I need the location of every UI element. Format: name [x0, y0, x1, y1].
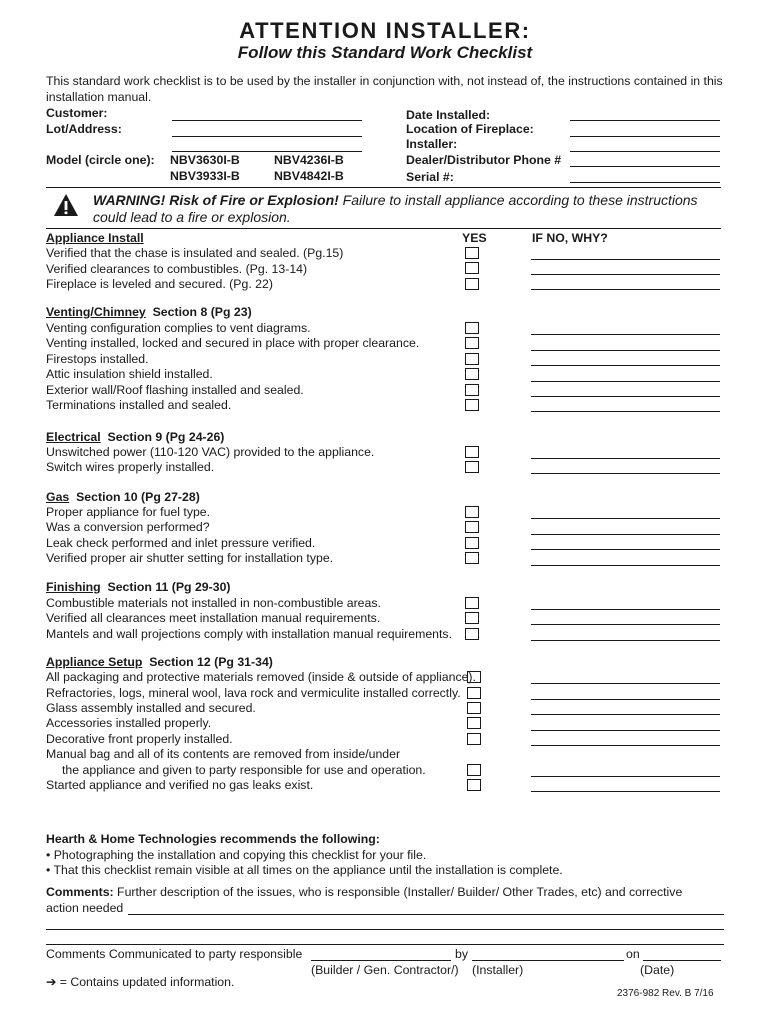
reason-field[interactable]	[531, 381, 720, 382]
reason-field[interactable]	[531, 745, 720, 746]
comments-field[interactable]	[46, 929, 724, 930]
customer-label: Customer:	[46, 106, 108, 120]
comments-text	[46, 885, 682, 899]
comments-label: Comments:	[46, 885, 114, 899]
checklist-item: Verified clearances to combustibles. (Pg. 13-14)	[46, 262, 308, 276]
yes-checkbox[interactable]	[465, 506, 479, 518]
checklist-item: Unswitched power (110-120 VAC) provided to the appliance.	[46, 445, 375, 459]
reason-field[interactable]	[531, 259, 720, 260]
section-gas-title	[46, 490, 200, 504]
checklist-item: All packaging and protective materials removed (inside & outside of appliance).	[46, 670, 476, 684]
yes-checkbox[interactable]	[465, 537, 479, 549]
yes-checkbox[interactable]	[467, 733, 481, 745]
warning-body: Failure to install appliance according to these instructions could lead to a fire or explosion.	[93, 192, 698, 225]
reason-field[interactable]	[531, 534, 720, 535]
arrow-icon: ➔	[46, 975, 57, 989]
reason-field[interactable]	[531, 289, 720, 290]
yes-checkbox[interactable]	[467, 671, 481, 683]
checklist-item: Firestops installed.	[46, 352, 149, 366]
yes-checkbox[interactable]	[467, 702, 481, 714]
checklist-item: Verified all clearances meet installation manual requirements.	[46, 611, 381, 625]
comments-description: Further description of the issues, who is responsible (Installer/ Builder/ Other Trades, etc) and corrective	[113, 885, 683, 899]
section-ref: Section 11 (Pg 29-30)	[107, 580, 231, 594]
yes-checkbox[interactable]	[465, 628, 479, 640]
location-label: Location of Fireplace:	[406, 122, 534, 136]
checklist-item: the appliance and given to party responsible for use and operation.	[62, 763, 426, 777]
installer-signature-field[interactable]	[472, 960, 624, 961]
lot-address-field-2[interactable]	[172, 151, 362, 152]
document-code: 2376-982 Rev. B 7/16	[617, 988, 714, 999]
comments-text-2: action needed	[46, 901, 124, 915]
checklist-item: Was a conversion performed?	[46, 520, 210, 534]
yes-checkbox[interactable]	[467, 687, 481, 699]
lot-address-label: Lot/Address:	[46, 122, 122, 136]
section-title: Appliance Install	[46, 231, 144, 245]
reason-field[interactable]	[531, 609, 720, 610]
yes-checkbox[interactable]	[465, 521, 479, 533]
section-title: Venting/Chimney	[46, 305, 146, 319]
checklist-item: Switch wires properly installed.	[46, 460, 215, 474]
checklist-item: Leak check performed and inlet pressure verified.	[46, 536, 316, 550]
checklist-item: Accessories installed properly.	[46, 716, 212, 730]
customer-field[interactable]	[172, 120, 362, 121]
yes-checkbox[interactable]	[465, 278, 479, 290]
yes-checkbox[interactable]	[467, 717, 481, 729]
yes-checkbox[interactable]	[465, 384, 479, 396]
date-installed-field[interactable]	[570, 120, 720, 121]
why-column-header: IF NO, WHY?	[532, 231, 608, 245]
reason-field[interactable]	[531, 776, 720, 777]
yes-checkbox[interactable]	[465, 597, 479, 609]
section-ref: Section 9 (Pg 24-26)	[107, 430, 225, 444]
reason-field[interactable]	[531, 791, 720, 792]
checklist-item: Glass assembly installed and secured.	[46, 701, 256, 715]
builder-caption: (Builder / Gen. Contractor/)	[311, 963, 459, 977]
checklist-item: Combustible materials not installed in non-combustible areas.	[46, 596, 381, 610]
reason-field[interactable]	[531, 683, 720, 684]
warning-bold: WARNING! Risk of Fire or Explosion!	[93, 192, 339, 208]
checklist-item: Venting configuration complies to vent diagrams.	[46, 321, 311, 335]
reason-field[interactable]	[531, 396, 720, 397]
section-electrical-title	[46, 430, 224, 444]
reason-field[interactable]	[531, 565, 720, 566]
checklist-item: Attic insulation shield installed.	[46, 367, 213, 381]
comments-field[interactable]	[46, 944, 724, 945]
checklist-item: Verified that the chase is insulated and sealed. (Pg.15)	[46, 246, 344, 260]
model-option[interactable]: NBV3630I-B	[170, 153, 240, 167]
reason-field[interactable]	[531, 365, 720, 366]
legend-text: = Contains updated information.	[59, 975, 235, 989]
reason-field[interactable]	[531, 730, 720, 731]
checklist-item: Decorative front properly installed.	[46, 732, 233, 746]
reason-field[interactable]	[531, 350, 720, 351]
model-label: Model (circle one):	[46, 153, 155, 167]
section-title: Finishing	[46, 580, 101, 594]
checklist-item: Mantels and wall projections comply with installation manual requirements.	[46, 627, 452, 641]
reason-field[interactable]	[531, 458, 720, 459]
recommend-title: Hearth & Home Technologies recommends the following:	[46, 832, 380, 846]
checklist-item: Manual bag and all of its contents are removed from inside/under	[46, 747, 401, 761]
yes-column-header: YES	[462, 231, 487, 245]
yes-checkbox[interactable]	[465, 322, 479, 334]
location-field[interactable]	[570, 136, 720, 137]
reason-field[interactable]	[531, 411, 720, 412]
warning-text	[93, 192, 723, 226]
recommend-item: • That this checklist remain visible at all times on the appliance until the installation is complete.	[46, 863, 563, 877]
reason-field[interactable]	[531, 624, 720, 625]
installer-label: Installer:	[406, 137, 458, 151]
checklist-item: Proper appliance for fuel type.	[46, 505, 211, 519]
date-field[interactable]	[643, 960, 721, 961]
comments-field[interactable]	[128, 914, 724, 915]
model-option[interactable]: NBV4842I-B	[274, 169, 344, 183]
by-label: by	[455, 947, 468, 961]
reason-field[interactable]	[531, 274, 720, 275]
legend	[46, 975, 234, 989]
reason-field[interactable]	[531, 518, 720, 519]
yes-checkbox[interactable]	[467, 764, 481, 776]
checklist-item: Fireplace is leveled and secured. (Pg. 22)	[46, 277, 273, 291]
checklist-item: Started appliance and verified no gas leaks exist.	[46, 778, 314, 792]
builder-field[interactable]	[311, 960, 451, 961]
serial-field[interactable]	[570, 182, 720, 183]
yes-checkbox[interactable]	[465, 337, 479, 349]
yes-checkbox[interactable]	[465, 461, 479, 473]
yes-checkbox[interactable]	[465, 399, 479, 411]
yes-checkbox[interactable]	[465, 262, 479, 274]
reason-field[interactable]	[531, 640, 720, 641]
on-label: on	[626, 947, 640, 961]
warning-triangle-icon	[53, 193, 79, 222]
lot-address-field[interactable]	[172, 136, 362, 137]
date-installed-label: Date Installed:	[406, 108, 491, 122]
yes-checkbox[interactable]	[465, 353, 479, 365]
installer-field[interactable]	[570, 151, 720, 152]
reason-field[interactable]	[531, 473, 720, 474]
dealer-phone-field[interactable]	[570, 166, 720, 167]
communicated-label: Comments Communicated to party responsible	[46, 947, 303, 961]
installer-caption: (Installer)	[472, 963, 524, 977]
section-venting-title	[46, 305, 252, 319]
model-option[interactable]: NBV4236I-B	[274, 153, 344, 167]
section-finishing-title	[46, 580, 231, 594]
checklist-item: Verified proper air shutter setting for installation type.	[46, 551, 334, 565]
section-title: Electrical	[46, 430, 101, 444]
reason-field[interactable]	[531, 714, 720, 715]
section-title: Gas	[46, 490, 70, 504]
section-appliance-install-title	[46, 231, 144, 245]
recommend-item: • Photographing the installation and copying this checklist for your file.	[46, 848, 427, 862]
section-ref: Section 8 (Pg 23)	[152, 305, 252, 319]
serial-label: Serial #:	[406, 170, 454, 184]
intro-text: This standard work checklist is to be used by the installer in conjunction with, not instead of, the instructions contained in this installation manual.	[46, 74, 723, 104]
date-caption: (Date)	[640, 963, 675, 977]
yes-checkbox[interactable]	[465, 368, 479, 380]
page-subtitle: Follow this Standard Work Checklist	[237, 43, 533, 62]
yes-checkbox[interactable]	[465, 446, 479, 458]
yes-checkbox[interactable]	[465, 552, 479, 564]
reason-field[interactable]	[531, 334, 720, 335]
yes-checkbox[interactable]	[467, 779, 481, 791]
section-setup-title	[46, 655, 273, 669]
reason-field[interactable]	[531, 699, 720, 700]
section-ref: Section 10 (Pg 27-28)	[76, 490, 200, 504]
checklist-item: Exterior wall/Roof flashing installed and sealed.	[46, 383, 304, 397]
reason-field[interactable]	[531, 549, 720, 550]
checklist-item: Venting installed, locked and secured in place with proper clearance.	[46, 336, 420, 350]
section-title: Appliance Setup	[46, 655, 143, 669]
checklist-item: Refractories, logs, mineral wool, lava rock and vermiculite installed correctly.	[46, 686, 461, 700]
yes-checkbox[interactable]	[465, 612, 479, 624]
yes-checkbox[interactable]	[465, 247, 479, 259]
section-ref: Section 12 (Pg 31-34)	[149, 655, 273, 669]
model-option[interactable]: NBV3933I-B	[170, 169, 240, 183]
dealer-phone-label: Dealer/Distributor Phone #	[406, 153, 562, 167]
checklist-item: Terminations installed and sealed.	[46, 398, 232, 412]
page-title: ATTENTION INSTALLER:	[239, 18, 531, 43]
